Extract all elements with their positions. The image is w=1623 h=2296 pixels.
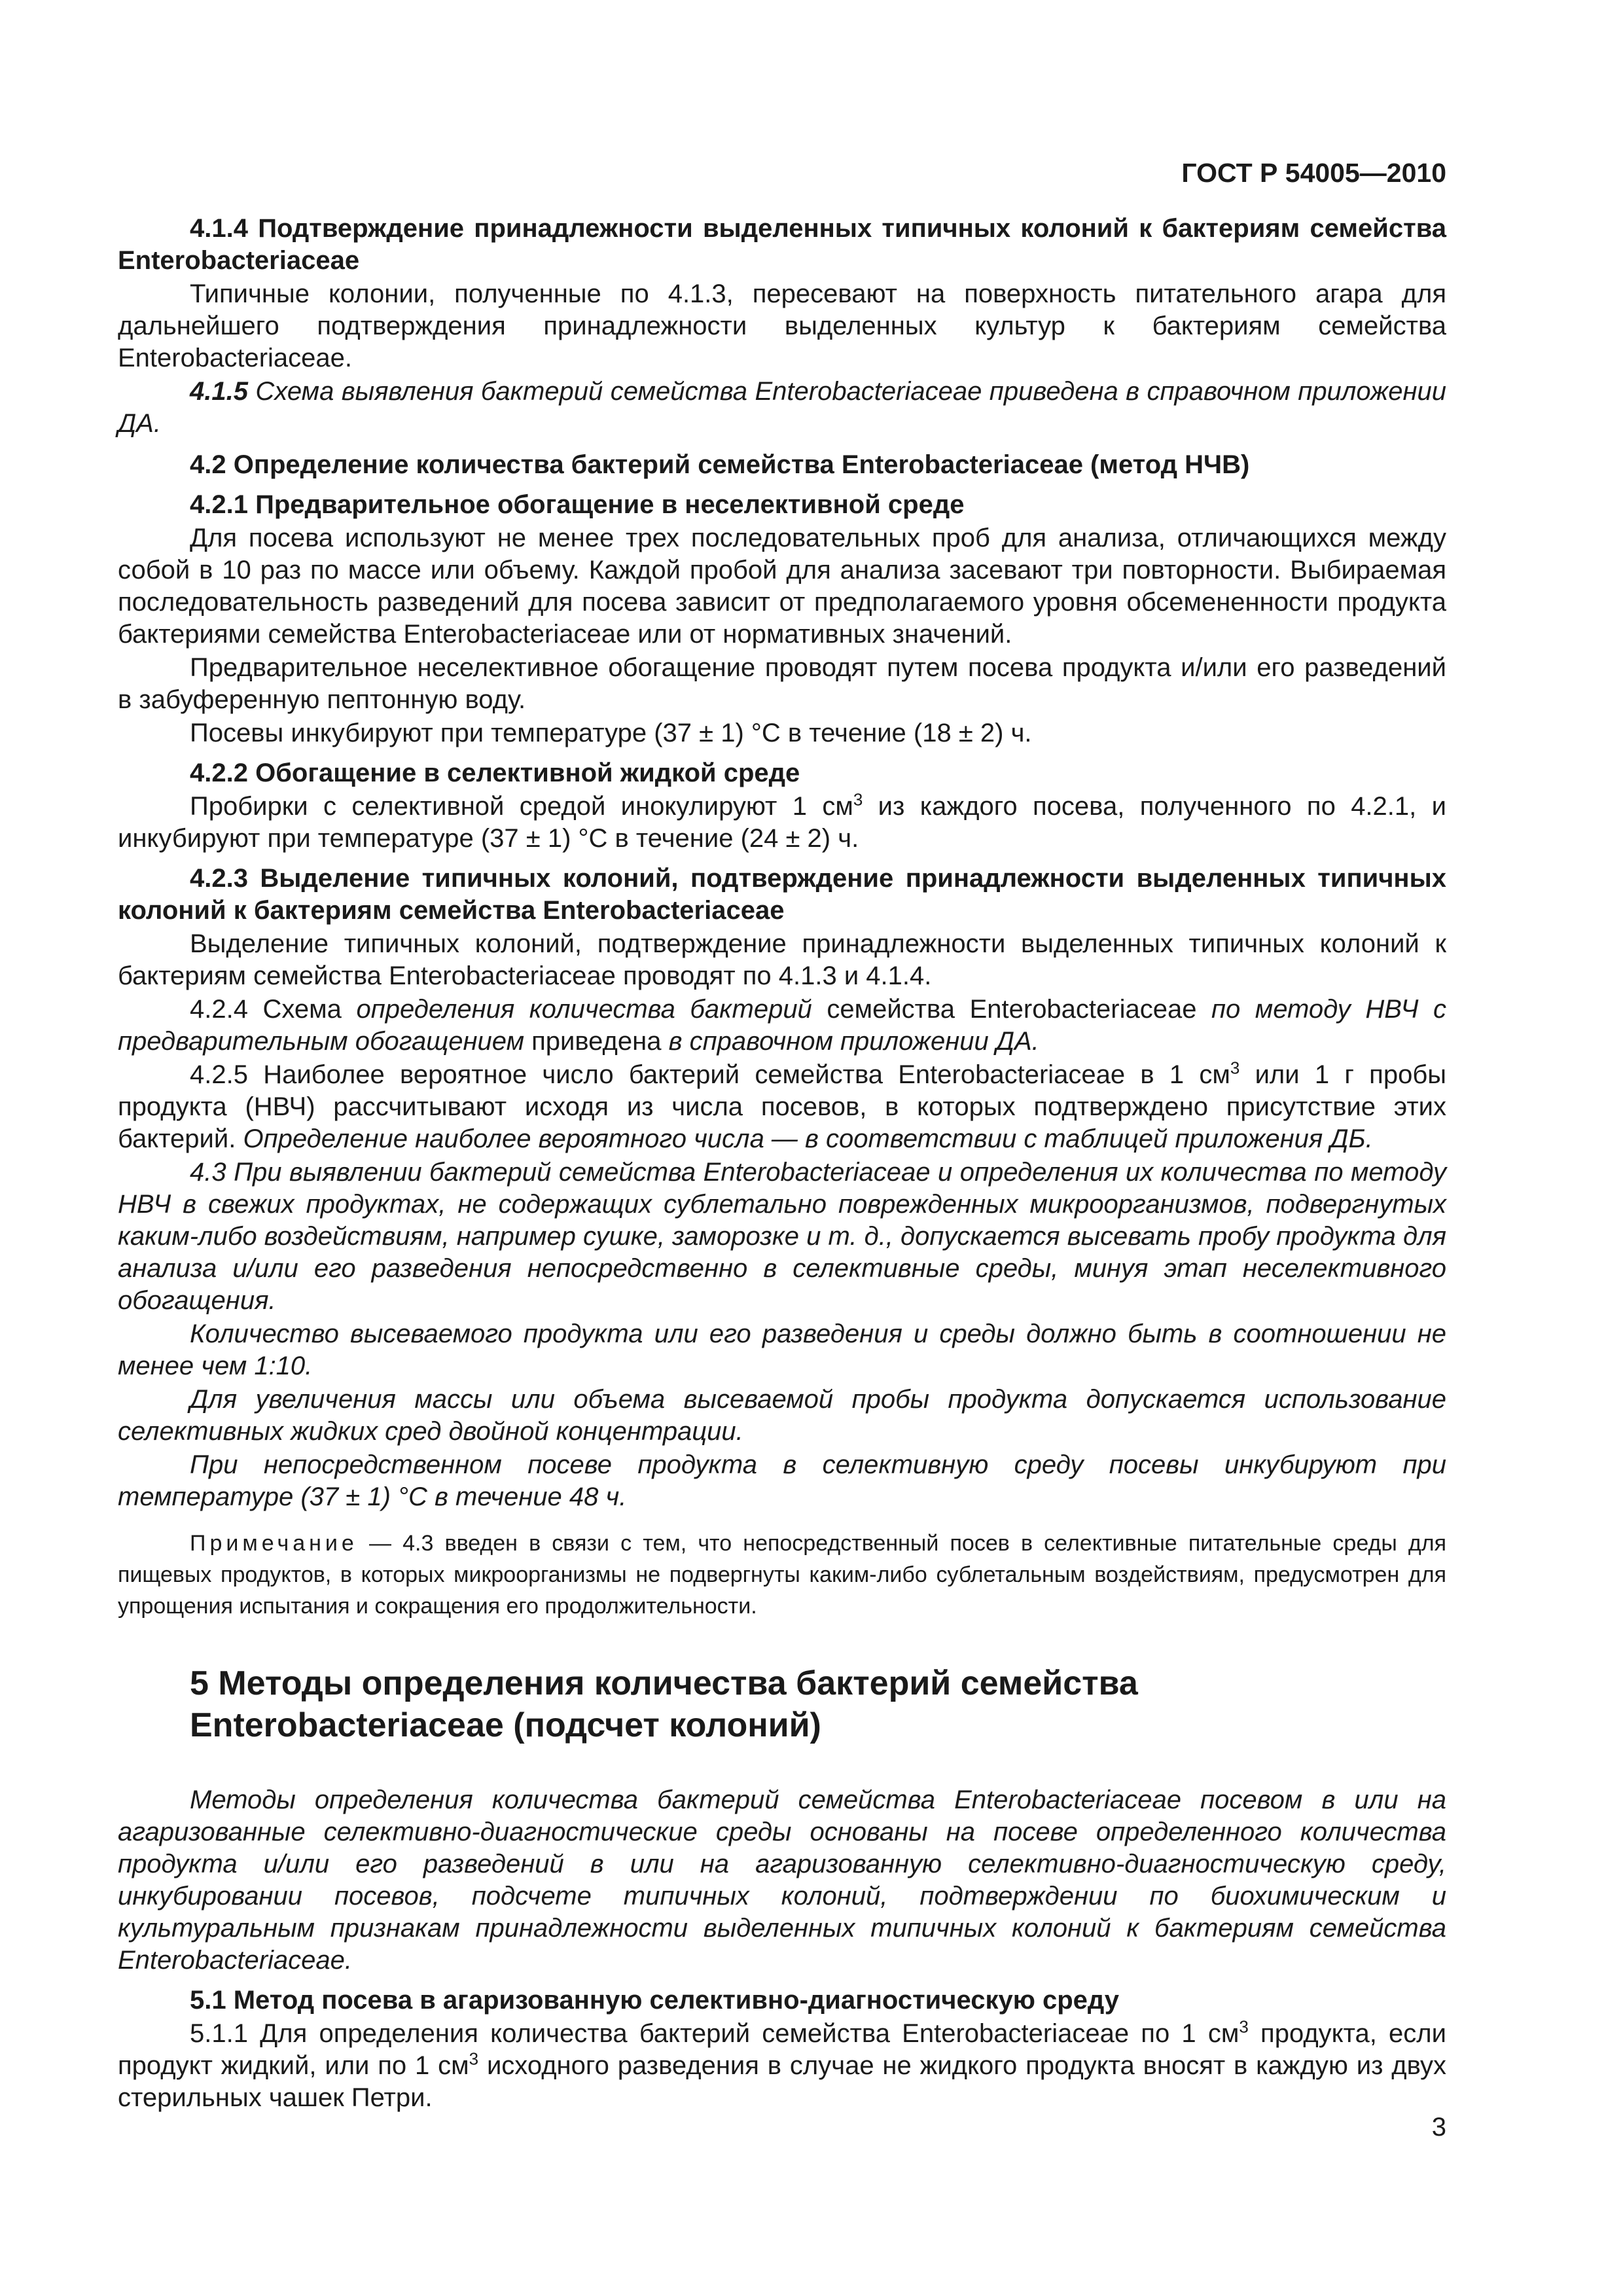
paragraph-5-intro: Методы определения количества бактерий семейства Enterobacteriaceae посевом в или на агаризованные селективно-диагностические среды основаны на посеве определенного количества продукта и/или его разведений в или на агаризованную селективно-диагностическую среду, инкубировании посевов, подсчете типичных колоний, подтверждении по биохимическим и культуральным признакам принадлежности выделенных типичных колоний к бактериям семейства Enterobacteriaceae.	[118, 1785, 1446, 1975]
paragraph-4-3-a: 4.3 При выявлении бактерий семейства Enterobacteriaceae и определения их количества по методу НВЧ в свежих продуктах, не содержащих сублетально поврежденных микроорганизмов, подвергнутых каким-либо воздействиям, например сушке, заморозке и т. д., допускается высевать пробу продукта для анализа и/или его разведения непосредственно в селективные среды, минуя этап неселективного обогащения.	[118, 1158, 1446, 1315]
superscript: 3	[1230, 1058, 1240, 1078]
superscript: 3	[469, 2049, 479, 2069]
paragraph-4-3-c: Для увеличения массы или объема высеваемой пробы продукта допускается использование селективных жидких сред двойной концентрации.	[118, 1385, 1446, 1446]
paragraph-4-2-4	[118, 994, 1446, 1058]
heading-section-5: 5 Методы определения количества бактерий семейства Enterobacteriaceae (подсчет колоний)	[190, 1664, 1138, 1744]
paragraph-4-2-5	[118, 1059, 1446, 1155]
paragraph-4-1-5	[118, 376, 1446, 440]
text-run: из каждого посева, полученного по 4.2.1, и инкубируют при температуре (37 ± 1) °С в течение (24 ± 2) ч.	[118, 792, 1446, 853]
paragraph-4-2-1-a: Для посева используют не менее трех последовательных проб для анализа, отличающихся между собой в 10 раз по массе или объему. Каждой пробой для анализа засевают три повторности. Выбираемая последовательность разведений для посева зависит от предполагаемого уровня обсемененности продукта бактериями семейства Enterobacteriaceae или от нормативных значений.	[118, 524, 1446, 649]
heading-4-2: 4.2 Определение количества бактерий семейства Enterobacteriaceae (метод НЧВ)	[190, 450, 1250, 479]
heading-4-1-4: 4.1.4 Подтверждение принадлежности выделенных типичных колоний к бактериям семейства Enterobacteriaceae	[118, 214, 1446, 275]
note-label: Примечание	[190, 1531, 358, 1556]
superscript: 3	[1239, 2017, 1249, 2037]
paragraph-4-3-d: При непосредственном посеве продукта в селективную среду посевы инкубируют при температуре (37 ± 1) °С в течение 48 ч.	[118, 1450, 1446, 1511]
text-run: 4.2.4 Схема	[190, 995, 357, 1024]
text-run: продукта, если продукт жидкий, или по 1 см	[118, 2019, 1446, 2080]
italic-run: Определение наиболее вероятного числа — в соответствии с таблицей приложения ДБ.	[243, 1124, 1373, 1153]
text-run: 5.1.1 Для определения количества бактерий семейства Enterobacteriaceae по 1 см	[190, 2019, 1240, 2048]
text-run: исходного разведения в случае не жидкого продукта вносят в каждую из двух стерильных чашек Петри.	[118, 2051, 1446, 2112]
page-number: 3	[1431, 2113, 1446, 2142]
heading-4-2-2: 4.2.2 Обогащение в селективной жидкой среде	[190, 759, 800, 787]
heading-4-2-1: 4.2.1 Предварительное обогащение в неселективной среде	[190, 490, 965, 519]
text-run: Пробирки с селективной средой инокулируют 1 см	[190, 792, 853, 821]
paragraph-4-2-2	[118, 791, 1446, 855]
paragraph-4-3-b: Количество высеваемого продукта или его разведения и среды должно быть в соотношении не менее чем 1:10.	[118, 1319, 1446, 1380]
italic-run: определения количества бактерий	[356, 995, 812, 1024]
paragraph-4-2-1-c: Посевы инкубируют при температуре (37 ± 1) °С в течение (18 ± 2) ч.	[190, 719, 1032, 747]
text-run: приведена	[524, 1027, 669, 1056]
clause-number: 4.1.5	[190, 377, 248, 406]
paragraph-5-1-1	[118, 2018, 1446, 2114]
superscript: 3	[853, 789, 863, 810]
document-page	[118, 157, 1446, 2115]
text-run: 4.2.5 Наиболее вероятное число бактерий семейства Enterobacteriaceae в 1 см	[190, 1060, 1230, 1089]
text-run: семейства Enterobacteriaceae	[812, 995, 1212, 1024]
heading-5-1: 5.1 Метод посева в агаризованную селективно-диагностическую среду	[190, 1986, 1120, 2015]
text-run: или 1 г пробы продукта (НВЧ) рассчитывают исходя из числа посевов, в которых подтверждено присутствие этих бактерий.	[118, 1060, 1446, 1153]
heading-4-2-3: 4.2.3 Выделение типичных колоний, подтверждение принадлежности выделенных типичных колоний к бактериям семейства Enterobacteriaceae	[118, 864, 1446, 925]
italic-run: по методу НВЧ с предварительным обогащением	[118, 995, 1447, 1056]
note-text: — 4.3 введен в связи с тем, что непосредственный посев в селективные питательные среды для пищевых продуктов, в которых микроорганизмы не подвергнуты каким-либо сублетальным воздействиям, предусмотрен для упрощения испытания и сокращения его продолжительности.	[118, 1531, 1446, 1619]
paragraph-4-2-1-b: Предварительное неселективное обогащение проводят путем посева продукта и/или его разведений в забуференную пептонную воду.	[118, 653, 1446, 714]
clause-text: Схема выявления бактерий семейства Enterobacteriaceae приведена в справочном приложении ДА.	[118, 377, 1446, 438]
note	[118, 1528, 1446, 1622]
paragraph-4-1-4: Типичные колонии, полученные по 4.1.3, пересевают на поверхность питательного агара для дальнейшего подтверждения принадлежности выделенных культур к бактериям семейства Enterobacteriaceae.	[118, 279, 1446, 372]
italic-run: в справочном приложении ДА.	[668, 1027, 1039, 1056]
paragraph-4-2-3: Выделение типичных колоний, подтверждение принадлежности выделенных типичных колоний к бактериям семейства Enterobacteriaceae проводят по 4.1.3 и 4.1.4.	[118, 929, 1446, 990]
standard-designation: ГОСТ Р 54005—2010	[1181, 158, 1446, 188]
